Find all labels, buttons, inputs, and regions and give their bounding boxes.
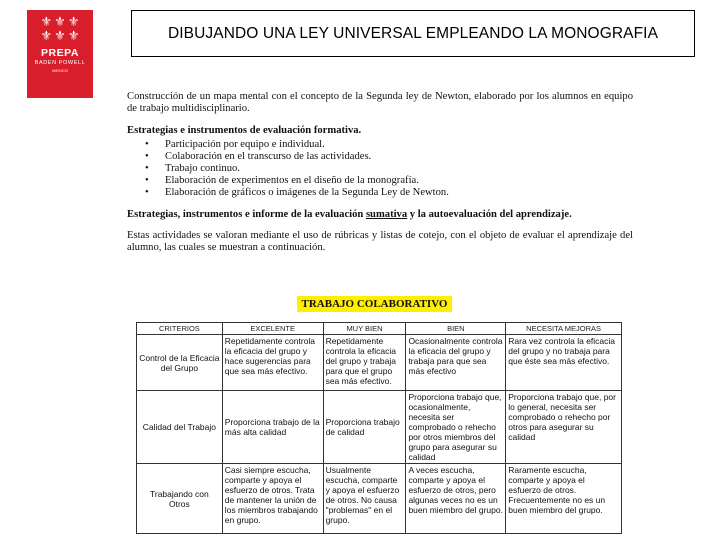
school-logo <box>27 10 93 98</box>
fleur-de-lis-icon: ⚜ <box>40 15 53 30</box>
column-header: BIEN <box>406 323 506 335</box>
table-cell: Repetidamente controla la eficacia del grupo y hace sugerencias para que sea más efectivo. <box>222 335 323 391</box>
document-body <box>127 91 633 254</box>
list-item: • Colaboración en el transcurso de las actividades. <box>127 151 633 163</box>
list-item: • Trabajo continuo. <box>127 163 633 175</box>
fleur-de-lis-icon: ⚜ <box>67 29 80 44</box>
logo-title: PREPA <box>41 47 79 59</box>
formative-heading: Estrategias e instrumentos de evaluación formativa. <box>127 125 362 137</box>
table-cell: Proporciona trabajo que, ocasionalmente, necesita ser comprobado o rehecho por otros miembros del grupo para asegurar su calidad <box>406 391 506 464</box>
fleur-de-lis-icon: ⚜ <box>40 29 53 44</box>
fleur-de-lis-icon: ⚜ <box>67 15 80 30</box>
logo-subtitle: BADEN POWELL <box>34 60 86 66</box>
table-cell: Raramente escucha, comparte y apoya el esfuerzo de otros. Frecuentemente no es un buen miembro del grupo. <box>506 464 622 534</box>
criterion-cell: Calidad del Trabajo <box>137 391 223 464</box>
table-header-row <box>137 323 622 335</box>
fleur-de-lis-group <box>40 16 81 44</box>
column-header: MUY BIEN <box>323 323 406 335</box>
slide-title-box <box>131 10 695 57</box>
table-cell: Proporciona trabajo de la más alta calidad <box>222 391 323 464</box>
bullet-icon: • <box>145 138 149 150</box>
bullet-icon: • <box>145 175 149 187</box>
table-cell: Repetidamente controla la eficacia del grupo y trabaja para que el grupo sea más efectivo. <box>323 335 406 391</box>
fleur-de-lis-icon: ⚜ <box>54 15 66 30</box>
criterion-cell: Control de la Eficacia del Grupo <box>137 335 223 391</box>
summative-paragraph: Estas actividades se valoran mediante el uso de rúbricas y listas de cotejo, con el objeto de evaluar el aprendizaje del alumno, las cuales se muestran a continuación. <box>127 229 633 254</box>
bullet-icon: • <box>145 163 149 175</box>
column-header: EXCELENTE <box>222 323 323 335</box>
logo-caption: MEXICO <box>52 68 68 73</box>
table-cell: Usualmente escucha, comparte y apoya el esfuerzo de otros. No causa "problemas" en el grupo. <box>323 464 406 534</box>
bullet-icon: • <box>145 187 149 199</box>
list-item: • Elaboración de gráficos o imágenes de la Segunda Ley de Newton. <box>127 187 633 199</box>
table-cell: A veces escucha, comparte y apoya el esfuerzo de otros, pero algunas veces no es un buen miembro del grupo. <box>406 464 506 534</box>
table-cell: Proporciona trabajo que, por lo general, necesita ser comprobado o rehecho por otros para asegurar su calidad <box>506 391 622 464</box>
slide-title: DIBUJANDO UNA LEY UNIVERSAL EMPLEANDO LA MONOGRAFIA <box>167 24 659 42</box>
column-header: CRITERIOS <box>137 323 223 335</box>
table-cell: Casi siempre escucha, comparte y apoya el esfuerzo de otros. Trata de mantener la unión de los miembros trabajando en grupo. <box>222 464 323 534</box>
table-row <box>137 391 622 464</box>
bullet-icon: • <box>145 150 149 162</box>
table-cell: Rara vez controla la eficacia del grupo y no trabaja para que éste sea más efectivo. <box>506 335 622 391</box>
criterion-cell: Trabajando con Otros <box>137 464 223 534</box>
table-cell: Proporciona trabajo de calidad <box>323 391 406 464</box>
rubric-table <box>136 322 622 534</box>
table-cell: Ocasionalmente controla la eficacia del grupo y trabaja para que sea más efectivo <box>406 335 506 391</box>
column-header: NECESITA MEJORAS <box>506 323 622 335</box>
fleur-de-lis-icon: ⚜ <box>54 29 66 44</box>
table-row <box>137 464 622 534</box>
formative-list <box>127 139 633 200</box>
table-row <box>137 335 622 391</box>
list-item: • Elaboración de experimentos en el diseño de la monografía. <box>127 175 633 187</box>
list-item: • Participación por equipo e individual. <box>127 139 633 151</box>
intro-paragraph: Construcción de un mapa mental con el concepto de la Segunda ley de Newton, elaborado por los alumnos en equipo de trabajo multidisciplinario. <box>127 91 633 115</box>
rubric-title: TRABAJO COLABORATIVO <box>297 296 452 312</box>
summative-heading: Estrategias, instrumentos e informe de la evaluación sumativa y la autoevaluación del aprendizaje. <box>127 208 572 220</box>
